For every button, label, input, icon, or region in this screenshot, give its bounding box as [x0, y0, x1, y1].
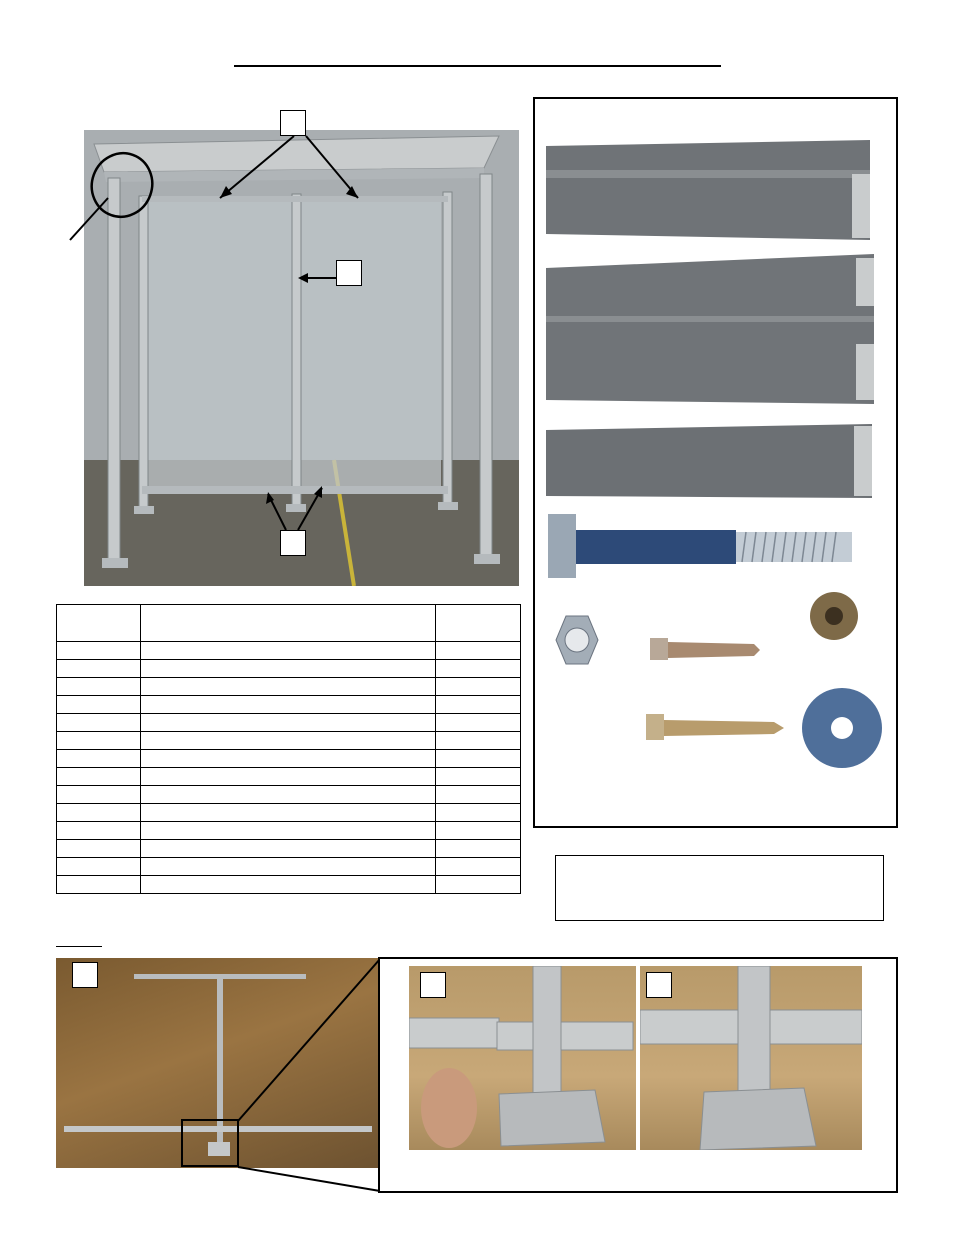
table-cell — [436, 732, 521, 750]
table-cell — [141, 660, 436, 678]
table-cell — [436, 786, 521, 804]
header-cell — [436, 605, 521, 642]
table-cell — [436, 660, 521, 678]
table-cell — [141, 822, 436, 840]
table-cell — [57, 678, 141, 696]
table-row — [57, 840, 521, 858]
title-underline — [234, 65, 721, 67]
table-row — [57, 660, 521, 678]
table-cell — [436, 750, 521, 768]
table-row — [57, 696, 521, 714]
photo-tag-a — [72, 962, 98, 988]
zoom-lines — [230, 955, 390, 1195]
table-cell — [436, 858, 521, 876]
detail-photo-after — [640, 966, 862, 1150]
table-row — [57, 750, 521, 768]
joined-base-illustration — [640, 966, 862, 1150]
table-cell — [141, 696, 436, 714]
table-cell — [57, 732, 141, 750]
table-cell — [436, 678, 521, 696]
table-row — [57, 768, 521, 786]
table-cell — [436, 840, 521, 858]
table-cell — [141, 750, 436, 768]
table-row — [57, 732, 521, 750]
callout-arrows — [60, 100, 380, 570]
table-cell — [57, 768, 141, 786]
table-cell — [57, 714, 141, 732]
table-cell — [436, 876, 521, 894]
table-cell — [57, 840, 141, 858]
table-cell — [141, 642, 436, 660]
table-header-row — [57, 605, 521, 642]
table-row — [57, 876, 521, 894]
table-row — [57, 642, 521, 660]
table-cell — [57, 822, 141, 840]
table-row — [57, 714, 521, 732]
table-cell — [57, 786, 141, 804]
table-cell — [436, 696, 521, 714]
step-label-underline — [56, 946, 102, 947]
table-row — [57, 786, 521, 804]
table-cell — [141, 840, 436, 858]
table-cell — [436, 768, 521, 786]
table-cell — [436, 822, 521, 840]
table-cell — [141, 786, 436, 804]
table-row — [57, 678, 521, 696]
table-cell — [141, 714, 436, 732]
table-cell — [57, 804, 141, 822]
table-cell — [57, 876, 141, 894]
table-cell — [436, 642, 521, 660]
table-cell — [57, 750, 141, 768]
callout-label-post — [336, 260, 362, 286]
table-cell — [141, 732, 436, 750]
table-row — [57, 858, 521, 876]
table-cell — [141, 858, 436, 876]
table-cell — [141, 678, 436, 696]
callout-label-base — [280, 530, 306, 556]
table-cell — [57, 858, 141, 876]
photo-tag-c — [646, 972, 672, 998]
parts-illustrations — [540, 130, 890, 780]
table-cell — [57, 696, 141, 714]
header-cell — [57, 605, 141, 642]
table-cell — [57, 642, 141, 660]
table-row — [57, 804, 521, 822]
note-box — [555, 855, 884, 921]
callout-label-roof — [280, 110, 306, 136]
parts-table — [56, 604, 521, 894]
table-cell — [57, 660, 141, 678]
table-cell — [141, 876, 436, 894]
table-cell — [141, 804, 436, 822]
table-cell — [436, 714, 521, 732]
table-cell — [436, 804, 521, 822]
header-cell — [141, 605, 436, 642]
table-cell — [141, 768, 436, 786]
photo-tag-b — [420, 972, 446, 998]
table-row — [57, 822, 521, 840]
